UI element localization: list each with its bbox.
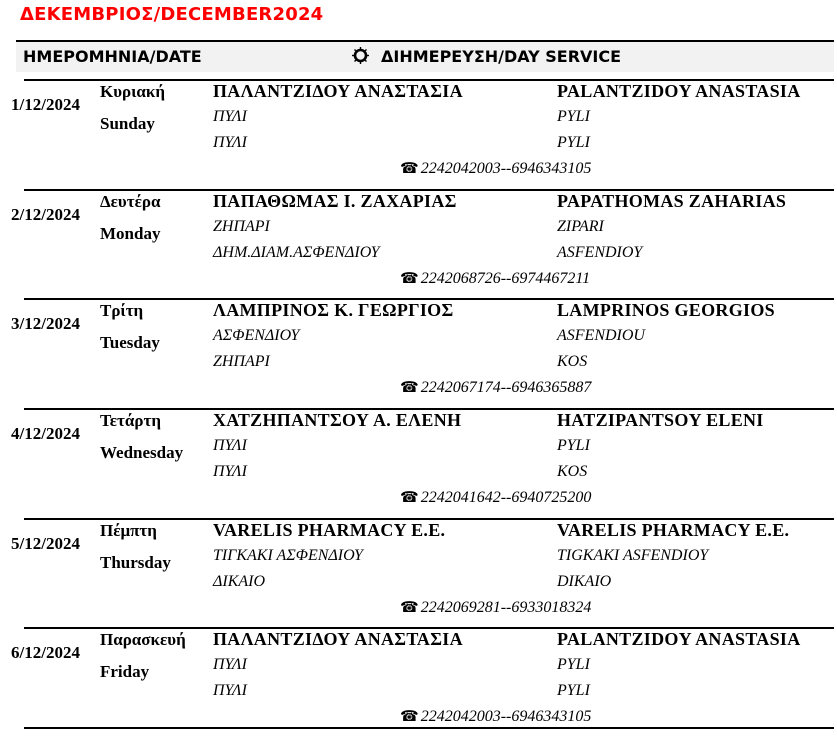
phone-icon: ☎ [400, 271, 419, 287]
duty-entry-1 [0, 79, 837, 189]
phone-icon: ☎ [400, 380, 419, 396]
entry-date: 2/12/2024 [11, 205, 80, 224]
day-name-greek: Παρασκευή [100, 630, 186, 649]
phone-text: 2242042003--6946343105 [420, 160, 592, 177]
location-english-1: PYLI [557, 437, 590, 454]
location-english-2: PYLI [557, 134, 590, 151]
location-greek-2: ΠΥΛΙ [213, 682, 247, 699]
day-name-greek: Δευτέρα [100, 192, 161, 211]
location-greek-2: ΖΗΠΑΡΙ [213, 353, 270, 370]
duty-entry-3 [0, 298, 837, 408]
service-label: ΔΙΗΜΕΡΕΥΣΗ/DAY SERVICE [381, 47, 622, 66]
phone-text: 2242068726--6974467211 [420, 270, 591, 287]
entry-date: 1/12/2024 [11, 95, 80, 114]
phone-icon: ☎ [400, 490, 419, 506]
pharmacy-name-english: PALANTZIDOY ANASTASIA [557, 629, 801, 649]
location-greek-2: ΔΗΜ.ΔΙΑΜ.ΑΣΦΕΝΔΙΟΥ [213, 244, 380, 261]
location-greek-2: ΠΥΛΙ [213, 463, 247, 480]
pharmacy-name-english: VARELIS PHARMACY E.E. [557, 520, 790, 540]
location-greek-1: ΠΥΛΙ [213, 656, 247, 673]
location-english-1: ASFENDIOU [557, 327, 645, 344]
location-english-2: PYLI [557, 682, 590, 699]
pharmacy-name-greek: ΠΑΛΑΝΤΖΙΔΟΥ ΑΝΑΣΤΑΣΙΑ [213, 81, 463, 101]
bottom-divider [24, 727, 834, 729]
day-name-greek: Τετάρτη [100, 411, 161, 430]
phone-numbers [400, 159, 591, 178]
entry-date: 4/12/2024 [11, 424, 80, 443]
date-column-header: ΗΜΕΡΟΜΗΝΙΑ/DATE [23, 47, 202, 66]
phone-numbers [400, 378, 591, 397]
day-name-english: Wednesday [100, 443, 184, 462]
phone-icon: ☎ [400, 161, 419, 177]
day-name-english: Monday [100, 224, 161, 243]
entry-date: 3/12/2024 [11, 314, 80, 333]
entry-date: 5/12/2024 [11, 534, 80, 553]
day-name-greek: Κυριακή [100, 82, 165, 101]
phone-numbers [400, 598, 591, 617]
phone-numbers [400, 269, 590, 288]
duty-entry-5 [0, 518, 837, 628]
phone-text: 2242041642--6940725200 [420, 489, 592, 506]
location-greek-2: ΠΥΛΙ [213, 134, 247, 151]
location-english-2: DIKAIO [557, 573, 612, 590]
location-english-1: TIGKAKI ASFENDIOY [557, 547, 709, 564]
phone-numbers [400, 707, 591, 726]
pharmacy-name-english: HATZIPANTSOY ELENI [557, 410, 764, 430]
location-english-1: PYLI [557, 108, 590, 125]
duty-entry-6 [0, 627, 837, 737]
month-title: ΔΕΚΕΜΒΡΙΟΣ/DECEMBER2024 [20, 4, 324, 25]
pharmacy-name-greek: ΠΑΠΑΘΩΜΑΣ Ι. ΖΑΧΑΡΙΑΣ [213, 191, 457, 211]
location-english-1: ZIPARI [557, 218, 604, 235]
location-greek-1: ΑΣΦΕΝΔΙΟΥ [213, 327, 300, 344]
pharmacy-name-english: PALANTZIDOY ANASTASIA [557, 81, 801, 101]
day-name-english: Thursday [100, 553, 171, 572]
entry-date: 6/12/2024 [11, 643, 80, 662]
pharmacy-name-greek: VARELIS PHARMACY E.E. [213, 520, 446, 540]
duty-entry-2 [0, 189, 837, 299]
pharmacy-name-greek: ΧΑΤΖΗΠΑΝΤΣΟΥ Α. ΕΛΕΝΗ [213, 410, 462, 430]
location-english-2: KOS [557, 463, 588, 480]
day-name-greek: Πέμπτη [100, 521, 157, 540]
pharmacy-name-english: LAMPRINOS GEORGIOS [557, 300, 775, 320]
sun-icon [352, 47, 369, 64]
day-name-english: Friday [100, 662, 150, 681]
phone-text: 2242069281--6933018324 [420, 599, 592, 616]
location-greek-2: ΔΙΚΑΙΟ [213, 573, 266, 590]
day-name-english: Tuesday [100, 333, 160, 352]
pharmacy-name-english: PAPATHOMAS ZAHARIAS [557, 191, 787, 211]
location-english-2: ASFENDIOY [557, 244, 643, 261]
phone-icon: ☎ [400, 709, 419, 725]
table-header [16, 40, 834, 72]
location-english-1: PYLI [557, 656, 590, 673]
phone-numbers [400, 488, 591, 507]
phone-text: 2242067174--6946365887 [420, 379, 592, 396]
location-greek-1: ΤΙΓΚΑΚΙ ΑΣΦΕΝΔΙΟΥ [213, 547, 363, 564]
location-greek-1: ΠΥΛΙ [213, 437, 247, 454]
location-greek-1: ΠΥΛΙ [213, 108, 247, 125]
duty-entry-4 [0, 408, 837, 518]
location-greek-1: ΖΗΠΑΡΙ [213, 218, 270, 235]
location-english-2: KOS [557, 353, 588, 370]
day-name-greek: Τρίτη [100, 301, 144, 320]
phone-icon: ☎ [400, 600, 419, 616]
service-column-header [352, 47, 621, 66]
pharmacy-name-greek: ΠΑΛΑΝΤΖΙΔΟΥ ΑΝΑΣΤΑΣΙΑ [213, 629, 463, 649]
phone-text: 2242042003--6946343105 [420, 708, 592, 725]
pharmacy-name-greek: ΛΑΜΠΡΙΝΟΣ Κ. ΓΕΩΡΓΙΟΣ [213, 300, 454, 320]
day-name-english: Sunday [100, 114, 155, 133]
